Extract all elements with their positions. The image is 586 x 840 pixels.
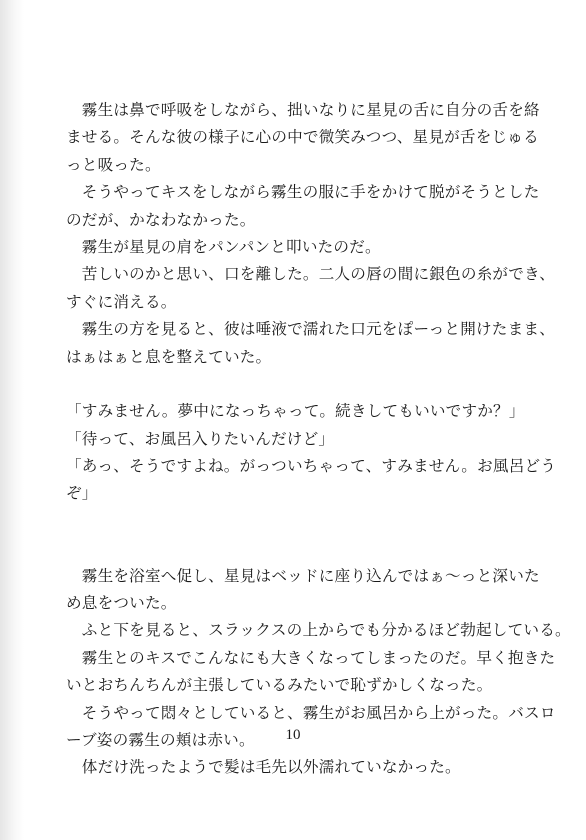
text-line: 霧生の方を見ると、彼は唾液で濡れた口元をぽーっと開けたまま、 bbox=[66, 320, 555, 339]
text-line: 霧生とのキスでこんなにも大きくなってしまったのだ。早く抱きた bbox=[66, 648, 556, 667]
text-line: はぁはぁと息を整えていた。 bbox=[66, 347, 272, 366]
text-line: いとおちんちんが主張しているみたいで恥ずかしくなった。 bbox=[66, 676, 493, 695]
text-line: のだが、かなわなかった。 bbox=[66, 210, 256, 229]
text-line: ーブ姿の霧生の頬は赤い。 bbox=[66, 730, 255, 749]
text-line: 苦しいのかと思い、口を離した。二人の唇の間に銀色の糸ができ、 bbox=[66, 265, 555, 284]
text-line: っと吸った。 bbox=[66, 155, 161, 174]
text-line: ふと下を見ると、スラックスの上からでも分かるほど勃起している。 bbox=[66, 621, 571, 640]
binding-shadow bbox=[0, 0, 24, 840]
text-line: そうやってキスをしながら霧生の服に手をかけて脱がそうとした bbox=[66, 183, 540, 202]
text-line: ませる。そんな彼の様子に心の中で微笑みつつ、星見が舌をじゅる bbox=[66, 128, 539, 147]
text-line: め息をついた。 bbox=[66, 594, 177, 613]
blank-line bbox=[66, 535, 536, 562]
blank-line bbox=[66, 508, 536, 535]
blank-line bbox=[66, 371, 536, 398]
text-line: 霧生を浴室へ促し、星見はベッドに座り込んではぁ～っと深いた bbox=[66, 566, 540, 585]
text-line: すぐに消える。 bbox=[66, 292, 177, 311]
page-number: 10 bbox=[285, 727, 301, 743]
text-line: 霧生が星見の肩をパンパンと叩いたのだ。 bbox=[66, 237, 381, 256]
dialogue-line: 「待って、お風呂入りたいんだけど」 bbox=[66, 429, 335, 448]
text-line: そうやって悶々としていると、霧生がお風呂から上がった。バスロ bbox=[66, 703, 556, 722]
body-text bbox=[66, 97, 571, 782]
dialogue-line: 「すみません。夢中になっちゃって。続きしてもいいですか？」 bbox=[66, 402, 525, 421]
dialogue-line: ぞ」 bbox=[66, 484, 98, 503]
text-line: 体だけ洗ったようで髪は毛先以外濡れていなかった。 bbox=[66, 758, 461, 777]
dialogue-line: 「あっ、そうですよね。がっついちゃって、すみません。お風呂どう bbox=[66, 457, 557, 476]
text-line: 霧生は鼻で呼吸をしながら、拙いなりに星見の舌に自分の舌を絡 bbox=[66, 101, 540, 119]
